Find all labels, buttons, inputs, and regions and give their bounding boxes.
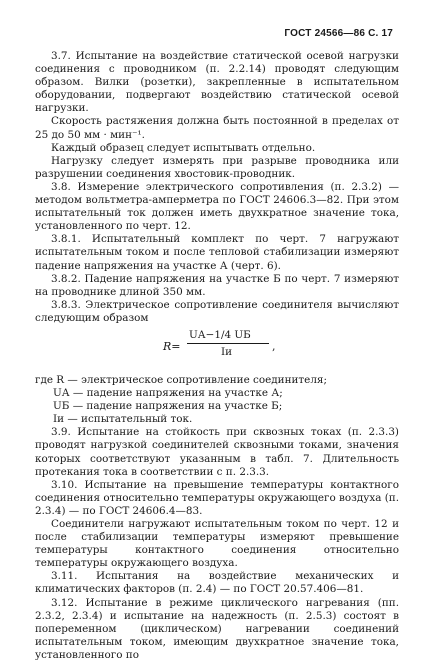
definition-ub: UБ — падение напряжения на участке Б; xyxy=(53,400,283,413)
paragraph-3-12: 3.12. Испытание в режиме циклического нагревания (пп. 2.3.2, 2.3.4) и испытание на надежность (п. 2.5.3) состоят в попеременном (циклическом) нагревании соединений испытательным током, имеющим двухкратное значение тока, установленного по xyxy=(35,596,399,661)
paragraph-3-8-1: 3.8.1. Испытательный комплект по черт. 7 нагружают испытательным током и после тепловой стабилизации измеряют падение напряжения на участке А (черт. 6). xyxy=(35,233,399,272)
document-body xyxy=(35,50,399,662)
paragraph-each-sample: Каждый образец следует испытывать отдельно. xyxy=(51,141,316,154)
formula-lhs: R= xyxy=(163,339,181,353)
paragraph-3-8: 3.8. Измерение электрического сопротивления (п. 2.3.2) — методом вольтметра-амперметра по ГОСТ 24606.3—82. При этом испытательный ток должен иметь двухкратное значение тока, установленного по черт. 12. xyxy=(35,180,399,233)
paragraph-3-11: 3.11. Испытания на воздействие механических и климатических факторов (п. 2.4) — по ГОСТ 20.57.406—81. xyxy=(35,570,399,596)
definition-r: где R — электрическое сопротивление соединителя; xyxy=(35,373,327,386)
paragraph-3-8-3: 3.8.3. Электрическое сопротивление соединителя вычисляют следующим образом xyxy=(35,298,399,324)
resistance-formula xyxy=(35,328,399,368)
paragraph-3-8-2: 3.8.2. Падение напряжения на участке Б по черт. 7 измеряют на проводнике длиной 350 мм. xyxy=(35,272,399,298)
paragraph-connectors-load: Соединители нагружают испытательным током по черт. 12 и после стабилизации температуры измеряют превышение температуры контактного соединения относительно температуры окружающего воздуха. xyxy=(35,518,399,570)
paragraph-3-7: 3.7. Испытание на воздействие статической осевой нагрузки соединения с проводником (п. 2.2.14) проводят следующим образом. Вилки (розетки), закрепленные в испытательном оборудовании, подвергают воздействию статической осевой нагрузки. xyxy=(35,50,399,115)
paragraph-3-9: 3.9. Испытание на стойкость при сквозных токах (п. 2.3.3) проводят нагрузкой соединителей сквозными токами, значения которых соответствуют указанным в табл. 7. Длительность протекания тока в соответствии с п. 2.3.3. xyxy=(35,426,399,478)
fraction-line xyxy=(187,343,269,344)
definition-ua: UА — падение напряжения на участке А; xyxy=(53,387,283,400)
formula-numerator: UА−1/4 UБ xyxy=(189,328,251,341)
definition-ii: Iи — испытательный ток. xyxy=(53,413,193,426)
paragraph-speed: Скорость растяжения должна быть постоянной в пределах от 25 до 50 мм · мин⁻¹. xyxy=(35,115,399,141)
formula-denominator: Iи xyxy=(221,345,233,358)
paragraph-3-10: 3.10. Испытание на превышение температуры контактного соединения относительно температуры окружающего воздуха (п. 2.3.4) — по ГОСТ 24606.4—83. xyxy=(35,478,399,517)
formula-comma: , xyxy=(272,339,276,353)
formula-definitions xyxy=(35,374,399,426)
paragraph-load: Нагрузку следует измерять при разрыве проводника или разрушении соединения хвостовик-проводник. xyxy=(35,154,399,180)
page-header: ГОСТ 24566—86 С. 17 xyxy=(284,28,393,39)
